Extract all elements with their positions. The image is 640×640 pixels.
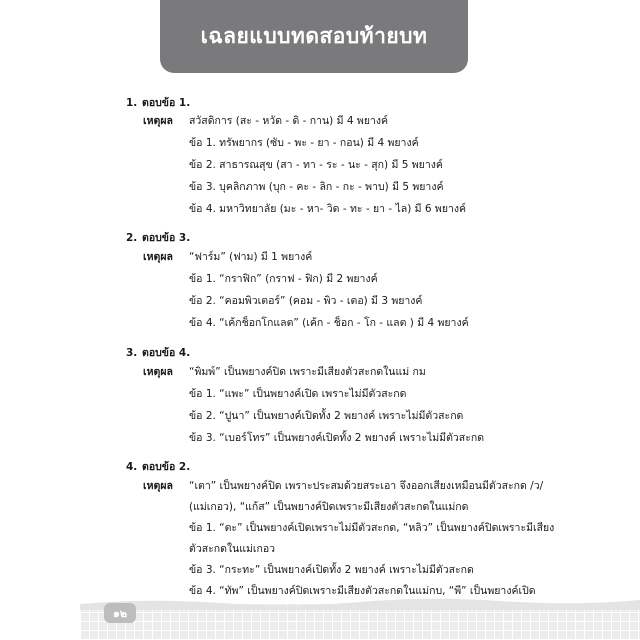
reason-line: ข้อ 2. “ปูนา” เป็นพยางค์เปิดทั้ง 2 พยางค์ เพราะไม่มีตัวสะกด xyxy=(189,410,464,422)
reason-line: ตัวสะกดในแม่เกอว xyxy=(189,543,276,555)
answer-choice: ตอบข้อ 3. xyxy=(142,232,191,244)
answer-choice: ตอบข้อ 4. xyxy=(142,347,191,359)
question-number: 1. xyxy=(126,97,138,109)
reason-label: เหตุผล xyxy=(143,480,173,492)
reason-line: ข้อ 3. บุคลิกภาพ (บุก - คะ - ลิก - กะ - พาบ) มี 5 พยางค์ xyxy=(189,181,444,193)
question-number: 2. xyxy=(126,232,138,244)
reason-line: ข้อ 3. “กระทะ” เป็นพยางค์เปิดทั้ง 2 พยางค์ เพราะไม่มีตัวสะกด xyxy=(189,564,474,576)
reason-line: “เตา” เป็นพยางค์ปิด เพราะประสมด้วยสระเอา จึงออกเสียงเหมือนมีตัวสะกด /ว/ xyxy=(189,480,544,492)
page-number-badge xyxy=(104,603,136,623)
answer-choice: ตอบข้อ 2. xyxy=(142,461,191,473)
question-number: 4. xyxy=(126,461,138,473)
reason-line: ข้อ 4. “เค้กช็อกโกแลต” (เค้ก - ช็อก - โก - แลต ) มี 4 พยางค์ xyxy=(189,317,469,329)
page-title: เฉลยแบบทดสอบท้ายบท xyxy=(200,24,428,48)
reason-line: (แม่เกอว), “แก้ส” เป็นพยางค์ปิดเพราะมีเสียงตัวสะกดในแม่กด xyxy=(189,501,469,513)
header-tab xyxy=(160,0,468,73)
reason-line: ข้อ 1. “แพะ” เป็นพยางค์เปิด เพราะไม่มีตัวสะกด xyxy=(189,388,407,400)
reason-line: ข้อ 1. ทรัพยากร (ซับ - พะ - ยา - กอน) มี 4 พยางค์ xyxy=(189,137,419,149)
reason-line: สวัสดิการ (สะ - หวัด - ดิ - กาน) มี 4 พยางค์ xyxy=(189,115,389,127)
reason-line: ข้อ 1. “กราฟิก” (กราฟ - ฟิก) มี 2 พยางค์ xyxy=(189,273,378,285)
reason-line: ข้อ 2. สาธารณสุข (สา - ทา - ระ - นะ - สุก) มี 5 พยางค์ xyxy=(189,159,443,171)
reason-line: “พิมพ์” เป็นพยางค์ปิด เพราะมีเสียงตัวสะกดในแม่ กม xyxy=(189,366,426,378)
reason-label: เหตุผล xyxy=(143,115,173,127)
reason-line: ข้อ 2. “คอมพิวเตอร์” (คอม - พิว - เตอ) มี 3 พยางค์ xyxy=(189,295,423,307)
reason-line: ข้อ 1. “ตะ” เป็นพยางค์เปิดเพราะไม่มีตัวสะกด, “หลิว” เป็นพยางค์ปิดเพราะมีเสียง xyxy=(189,522,555,534)
reason-line: ข้อ 4. มหาวิทยาลัย (มะ - หา- วิด - ทะ - ยา - ไล) มี 6 พยางค์ xyxy=(189,203,467,215)
reason-line: “ฟาร์ม” (ฟาม) มี 1 พยางค์ xyxy=(189,251,313,263)
question-number: 3. xyxy=(126,347,138,359)
page-number: ๑๒ xyxy=(112,607,128,620)
reason-line: ข้อ 3. “เบอร์โทร” เป็นพยางค์เปิดทั้ง 2 พยางค์ เพราะไม่มีตัวสะกด xyxy=(189,432,485,444)
reason-line: ข้อ 4. “ทัพ” เป็นพยางค์ปิดเพราะมีเสียงตัวสะกดในแม่กบ, “พี” เป็นพยางค์เปิด xyxy=(189,585,536,597)
footer-wave-decoration xyxy=(80,596,640,610)
answer-choice: ตอบข้อ 1. xyxy=(142,97,191,109)
reason-label: เหตุผล xyxy=(143,251,173,263)
reason-label: เหตุผล xyxy=(143,366,173,378)
